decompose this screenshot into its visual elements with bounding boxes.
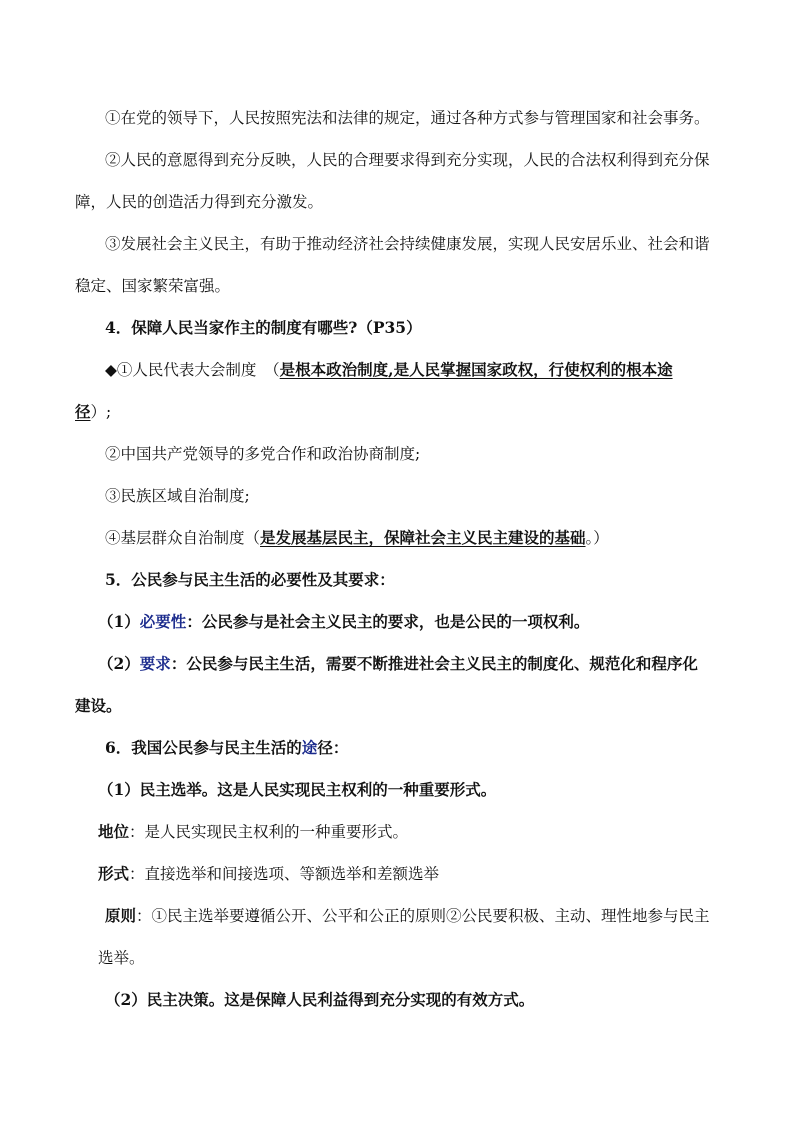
label-text: 地位 bbox=[98, 822, 130, 841]
paragraph-line: 障，人民的创造活力得到充分激发。 bbox=[75, 193, 324, 211]
line-text: ）; bbox=[90, 403, 112, 421]
highlight-text: 途 bbox=[301, 738, 318, 757]
section-heading: 4．保障人民当家作主的制度有哪些?（P35） bbox=[105, 318, 422, 337]
paragraph-line bbox=[0, 822, 794, 842]
paragraph-line: 建设。 bbox=[75, 696, 122, 715]
paragraph-line bbox=[0, 864, 794, 884]
paragraph-line: ③民族区域自治制度; bbox=[105, 487, 250, 505]
line-text: ：①民主选举要遵循公开、公平和公正的原则②公民要积极、主动、理性地参与民主 bbox=[136, 907, 710, 925]
line-text: ④基层群众自治制度（ bbox=[105, 529, 261, 547]
line-text: （2） bbox=[98, 654, 140, 673]
paragraph-line bbox=[0, 528, 794, 548]
paragraph-line bbox=[0, 906, 794, 926]
line-text: ：公民参与民主生活，需要不断推进社会主义民主的制度化、规范化和程序化 bbox=[170, 654, 698, 673]
paragraph-line: ②人民的意愿得到充分反映，人民的合理要求得到充分实现，人民的合法权利得到充分保 bbox=[105, 151, 710, 169]
section-heading bbox=[0, 738, 794, 758]
highlight-text: 要求 bbox=[139, 654, 171, 673]
section-heading: 5．公民参与民主生活的必要性及其要求： bbox=[105, 570, 395, 589]
line-text: 径： bbox=[317, 738, 349, 757]
line-text: ：直接选举和间接选项、等额选举和差额选举 bbox=[129, 865, 440, 883]
line-text: ◆①人民代表大会制度 （ bbox=[105, 361, 280, 379]
paragraph-line: ②中国共产党领导的多党合作和政治协商制度; bbox=[105, 445, 421, 463]
emphasis-text: 径 bbox=[75, 402, 91, 421]
paragraph-line: 稳定、国家繁荣富强。 bbox=[75, 277, 231, 295]
paragraph-line bbox=[0, 654, 794, 674]
label-text: 原则 bbox=[105, 906, 137, 925]
paragraph-line: （1）民主选举。这是人民实现民主权利的一种重要形式。 bbox=[98, 780, 497, 799]
paragraph-line: ③发展社会主义民主，有助于推动经济社会持续健康发展，实现人民安居乐业、社会和谐 bbox=[105, 235, 710, 253]
line-text: 。） bbox=[585, 529, 609, 547]
line-text: ：公民参与是社会主义民主的要求，也是公民的一项权利。 bbox=[186, 612, 590, 631]
emphasis-text: 是发展基层民主，保障社会主义民主建设的基础 bbox=[260, 528, 586, 547]
paragraph-line bbox=[0, 612, 794, 632]
paragraph-line: 选举。 bbox=[98, 949, 145, 967]
paragraph-line bbox=[0, 360, 794, 380]
label-text: 形式 bbox=[98, 864, 130, 883]
paragraph-line bbox=[0, 402, 794, 422]
paragraph-line: （2）民主决策。这是保障人民利益得到充分实现的有效方式。 bbox=[105, 990, 535, 1009]
paragraph-line: ①在党的领导下，人民按照宪法和法律的规定，通过各种方式参与管理国家和社会事务。 bbox=[105, 109, 710, 127]
highlight-text: 必要性 bbox=[139, 612, 187, 631]
line-text: ：是人民实现民主权利的一种重要形式。 bbox=[129, 823, 409, 841]
line-text: （1） bbox=[98, 612, 140, 631]
line-text: 6．我国公民参与民主生活的 bbox=[105, 738, 302, 757]
emphasis-text: 是根本政治制度,是人民掌握国家政权，行使权利的根本途 bbox=[279, 360, 673, 379]
